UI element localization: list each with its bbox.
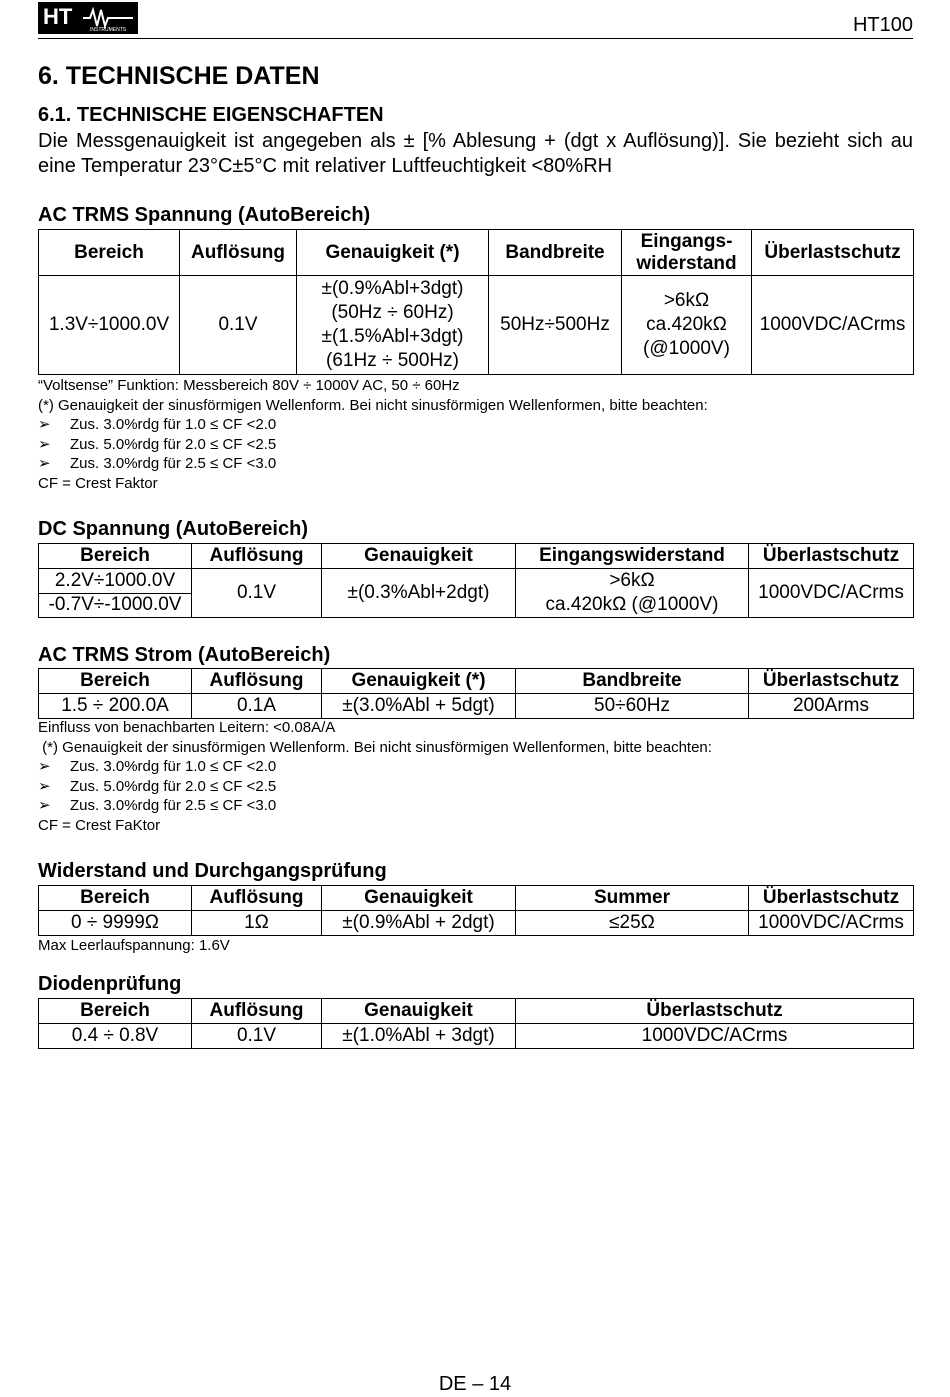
col-header: Eingangswiderstand — [516, 544, 749, 569]
col-header: Bereich — [39, 886, 192, 911]
list-item: ➢ Zus. 3.0%rdg für 1.0 ≤ CF <2.0 — [38, 758, 277, 776]
table-cell: ≤25Ω — [516, 911, 749, 936]
diode-table — [38, 998, 914, 1049]
intro-paragraph: Die Messgenauigkeit ist angegeben als ± [% Ablesung + (dgt x Auflösung)]. Sie bezieht sich au eine Temperatur 23°C±5°C mit relativer Luftfeuchtigkeit <80%RH — [38, 130, 913, 177]
impedance-cell: >6kΩ ca.420kΩ (@1000V) — [516, 569, 749, 618]
model-name: HT100 — [852, 14, 913, 36]
header-rule — [38, 38, 913, 39]
table-cell: 0.1V — [192, 1024, 322, 1049]
page-number: DE – 14 — [438, 1373, 512, 1395]
col-header: Bereich — [39, 230, 180, 276]
table-cell: ±(1.0%Abl + 3dgt) — [322, 1024, 516, 1049]
note-line: (*) Genauigkeit der sinusförmigen Wellenform. Bei nicht sinusförmigen Wellenformen, bitte beachten: — [38, 738, 712, 756]
chapter-heading: 6. TECHNISCHE DATEN — [38, 62, 320, 90]
table-cell: 2.2V÷1000.0V — [39, 569, 192, 594]
ac-voltage-table — [38, 229, 914, 375]
arrow-bullet-icon: ➢ — [38, 435, 51, 453]
table-cell: -0.7V÷-1000.0V — [39, 593, 192, 618]
list-item: ➢ Zus. 5.0%rdg für 2.0 ≤ CF <2.5 — [38, 777, 277, 795]
arrow-bullet-icon: ➢ — [38, 777, 51, 795]
table-cell: 1Ω — [192, 911, 322, 936]
col-header: Überlastschutz — [749, 544, 914, 569]
col-header: Genauigkeit — [322, 886, 516, 911]
impedance-cell: >6kΩ ca.420kΩ (@1000V) — [622, 276, 752, 375]
note-line: Einfluss von benachbarten Leitern: <0.08A/A — [38, 719, 336, 736]
col-header: Überlastschutz — [752, 230, 914, 276]
col-header: Genauigkeit (*) — [322, 669, 516, 694]
arrow-bullet-icon: ➢ — [38, 758, 51, 776]
table-cell: ±(0.3%Abl+2dgt) — [322, 569, 516, 618]
col-header: Überlastschutz — [749, 886, 914, 911]
ac-current-title: AC TRMS Strom (AutoBereich) — [38, 644, 331, 666]
arrow-bullet-icon: ➢ — [38, 797, 51, 815]
table-cell: 50÷60Hz — [516, 694, 749, 719]
dc-voltage-title: DC Spannung (AutoBereich) — [38, 518, 308, 540]
ac-voltage-notes — [38, 376, 708, 494]
table-cell: 1.5 ÷ 200.0A — [39, 694, 192, 719]
table-cell: 50Hz÷500Hz — [489, 276, 622, 375]
ac-current-notes — [38, 718, 712, 836]
col-header: Überlastschutz — [516, 999, 914, 1024]
table-cell: 1000VDC/ACrms — [749, 911, 914, 936]
table-cell: 1.3V÷1000.0V — [39, 276, 180, 375]
table-cell: ±(3.0%Abl + 5dgt) — [322, 694, 516, 719]
accuracy-cell: ±(0.9%Abl+3dgt) (50Hz ÷ 60Hz) ±(1.5%Abl+3dgt) (61Hz ÷ 500Hz) — [297, 276, 489, 375]
note-line: (*) Genauigkeit der sinusförmigen Wellenform. Bei nicht sinusförmigen Wellenformen, bitte beachten: — [38, 396, 708, 414]
list-item: ➢ Zus. 3.0%rdg für 1.0 ≤ CF <2.0 — [38, 416, 277, 434]
col-header: Überlastschutz — [749, 669, 914, 694]
table-cell: 0.4 ÷ 0.8V — [39, 1024, 192, 1049]
table-cell: 0 ÷ 9999Ω — [39, 911, 192, 936]
resistance-title: Widerstand und Durchgangsprüfung — [38, 860, 387, 882]
note-line: CF = Crest FaKtor — [38, 816, 161, 834]
ac-current-table — [38, 668, 914, 719]
col-header: Eingangs-widerstand — [622, 230, 752, 276]
col-header: Genauigkeit (*) — [297, 230, 489, 276]
svg-text:HT: HT — [43, 4, 73, 29]
list-item: ➢ Zus. 3.0%rdg für 2.5 ≤ CF <3.0 — [38, 455, 277, 473]
svg-text:INSTRUMENTS: INSTRUMENTS — [90, 27, 127, 33]
list-item: ➢ Zus. 5.0%rdg für 2.0 ≤ CF <2.5 — [38, 435, 277, 453]
resistance-note: Max Leerlaufspannung: 1.6V — [38, 937, 230, 954]
section-heading: 6.1. TECHNISCHE EIGENSCHAFTEN — [38, 104, 384, 126]
ac-voltage-title: AC TRMS Spannung (AutoBereich) — [38, 204, 371, 226]
col-header: Bereich — [39, 544, 192, 569]
col-header: Auflösung — [192, 544, 322, 569]
dc-voltage-table — [38, 543, 914, 618]
table-cell: 200Arms — [749, 694, 914, 719]
resistance-table — [38, 885, 914, 936]
table-cell: ±(0.9%Abl + 2dgt) — [322, 911, 516, 936]
note-line: CF = Crest Faktor — [38, 474, 158, 492]
diode-title: Diodenprüfung — [38, 973, 182, 995]
col-header: Summer — [516, 886, 749, 911]
col-header: Bereich — [39, 669, 192, 694]
col-header: Bereich — [39, 999, 192, 1024]
col-header: Auflösung — [192, 669, 322, 694]
table-cell: 0.1V — [192, 569, 322, 618]
list-item: ➢ Zus. 3.0%rdg für 2.5 ≤ CF <3.0 — [38, 797, 277, 815]
col-header: Auflösung — [180, 230, 297, 276]
ht-logo — [38, 2, 138, 34]
col-header: Auflösung — [192, 999, 322, 1024]
table-cell: 0.1A — [192, 694, 322, 719]
col-header: Genauigkeit — [322, 999, 516, 1024]
col-header: Bandbreite — [516, 669, 749, 694]
col-header: Genauigkeit — [322, 544, 516, 569]
table-cell: 1000VDC/ACrms — [516, 1024, 914, 1049]
note-line: “Voltsense” Funktion: Messbereich 80V ÷ 1000V AC, 50 ÷ 60Hz — [38, 377, 460, 394]
table-cell: 1000VDC/ACrms — [749, 569, 914, 618]
col-header: Auflösung — [192, 886, 322, 911]
arrow-bullet-icon: ➢ — [38, 455, 51, 473]
arrow-bullet-icon: ➢ — [38, 416, 51, 434]
table-cell: 0.1V — [180, 276, 297, 375]
col-header: Bandbreite — [489, 230, 622, 276]
table-cell: 1000VDC/ACrms — [752, 276, 914, 375]
